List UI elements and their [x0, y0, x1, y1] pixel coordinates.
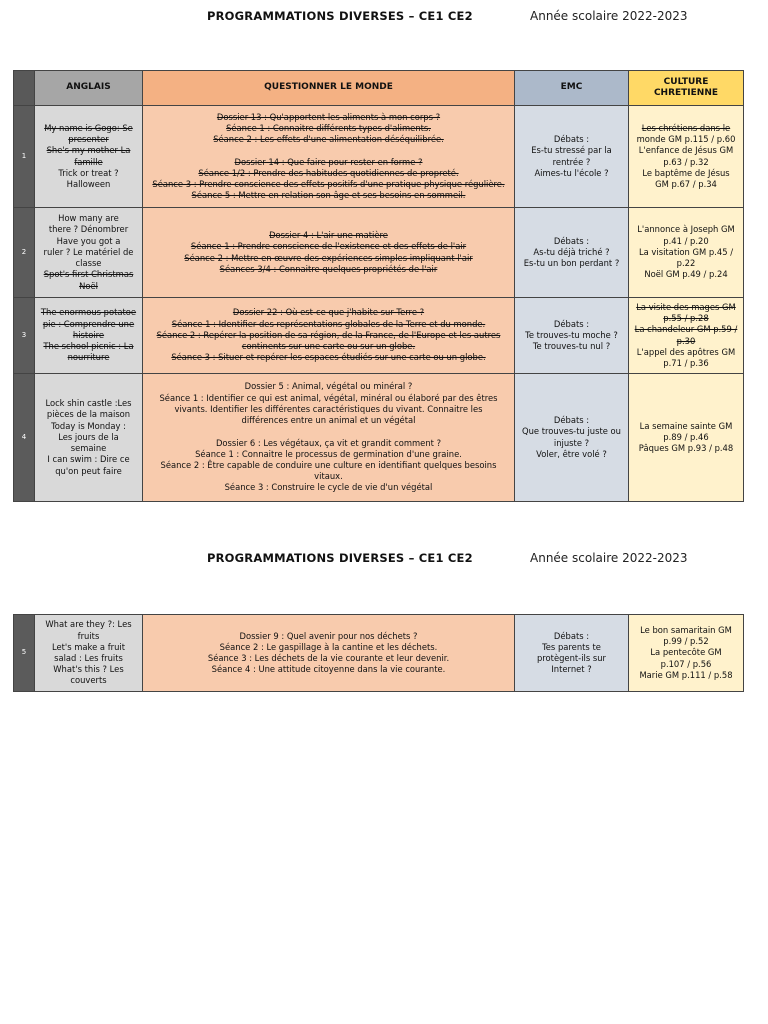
emc-line: rentrée ? [552, 156, 591, 167]
programme-table-continued [13, 614, 744, 692]
qlm-line: Dossier 6 : Les végétaux, ça vit et grandit comment ? [215, 437, 442, 448]
anglais-cell [35, 298, 143, 374]
emc-cell [515, 615, 629, 692]
culture-cell [629, 106, 744, 208]
qlm-line: Séances 3/4 : Connaitre quelques propriétés de l'air [219, 263, 438, 274]
qlm-line: Séance 3 : Situer et repérer les espaces étudiés sur une carte ou un globe. [171, 352, 486, 363]
culture-line: Marie GM p.111 / p.58 [639, 669, 733, 680]
emc-line: protègent-ils sur [536, 653, 606, 663]
anglais-line: fruits [77, 630, 100, 641]
culture-line: p.30 [676, 335, 696, 346]
anglais-line: Today is Monday : [51, 420, 126, 431]
culture-cell [629, 208, 744, 298]
anglais-line: My name is Gogo: Se [44, 122, 133, 133]
emc-line: Débats : [553, 415, 590, 426]
qlm-line: Séance 5 : Mettre en relation son âge et ses besoins en sommeil. [191, 190, 466, 201]
emc-line: Débats : [553, 630, 590, 641]
emc-line: Te trouves-tu moche ? [525, 329, 618, 340]
qlm-line: Séance 1 : Connaitre différents types d'aliments. [226, 122, 431, 133]
qlm-line [146, 145, 511, 156]
anglais-line: Noël [79, 280, 98, 291]
culture-line: L'enfance de Jésus GM [638, 145, 734, 156]
anglais-line: Halloween [66, 178, 111, 189]
anglais-line: qu'on peut faire [55, 465, 122, 476]
emc-line: Tes parents te [542, 641, 601, 652]
anglais-line: She's my mother La [46, 145, 131, 156]
row-number: 4 [14, 374, 35, 502]
qlm-line: Dossier 14 : Que faire pour rester en forme ? [234, 156, 423, 167]
anglais-line: The school picnic : La [43, 341, 134, 352]
qlm-line: Séance 2 : Être capable de conduire une culture en identifiant quelques besoins [160, 459, 497, 470]
qlm-line: vitaux. [314, 471, 343, 482]
emc-cell [515, 298, 629, 374]
culture-cell [629, 374, 744, 502]
culture-line: Noël GM p.49 / p.24 [644, 269, 728, 280]
header-emc: EMC [515, 71, 629, 106]
anglais-line: histoire [72, 329, 105, 340]
qlm-line: Séance 1 : Connaitre le processus de germination d'une graine. [195, 448, 462, 459]
qlm-line: Séance 2 : Repérer la position de sa région, de la France, de l'Europe et les autres [156, 329, 501, 340]
culture-line: La visite des mages GM [636, 301, 736, 312]
programme-table [13, 70, 744, 502]
header-anglais: ANGLAIS [35, 71, 143, 106]
emc-line: Que trouves-tu juste ou [522, 426, 621, 437]
qlm-line: Dossier 9 : Quel avenir pour nos déchets ? [239, 630, 418, 641]
anglais-cell [35, 374, 143, 502]
document-title: PROGRAMMATIONS DIVERSES – CE1 CE2 [207, 9, 473, 23]
culture-line: La chandeleur GM p.59 / [634, 324, 738, 335]
table-row [14, 374, 744, 502]
document-title: PROGRAMMATIONS DIVERSES – CE1 CE2 [207, 551, 473, 565]
qlm-line: Séance 1 : Identifier des représentations globales de la Terre et du monde. [171, 318, 486, 329]
qlm-line: Séance 3 : Les déchets de la vie courante et leur devenir. [207, 653, 450, 663]
emc-line: Débats : [553, 318, 590, 329]
emc-cell [515, 106, 629, 208]
qlm-cell [143, 298, 515, 374]
culture-line: Le bon samaritain GM [640, 624, 732, 635]
culture-line: p.71 / p.36 [663, 357, 709, 368]
culture-line: GM p.67 / p.34 [655, 178, 717, 189]
emc-line: As-tu déjà triché ? [533, 246, 610, 257]
qlm-cell [143, 208, 515, 298]
emc-line: Voler, être volé ? [536, 448, 607, 459]
emc-line: Es-tu stressé par la [531, 145, 612, 156]
culture-line: La semaine sainte GM [639, 420, 733, 431]
anglais-cell [35, 615, 143, 692]
table-row [14, 298, 744, 374]
anglais-line: I can swim : Dire ce [47, 454, 130, 465]
emc-line: injuste ? [553, 437, 590, 448]
qlm-line: Séance 4 : Une attitude citoyenne dans la vie courante. [211, 664, 446, 675]
row-number: 3 [14, 298, 35, 374]
emc-line: Aimes-tu l'école ? [534, 167, 609, 178]
anglais-line: couverts [70, 675, 107, 686]
culture-line: Pâques GM p.93 / p.48 [638, 443, 734, 454]
qlm-line: Séance 3 : Construire le cycle de vie d'un végétal [224, 482, 433, 493]
culture-line: La pentecôte GM [650, 647, 722, 658]
qlm-line: différences entre un animal et un végétal [241, 415, 416, 426]
anglais-line: famille [74, 156, 103, 167]
anglais-line: Spot's first Christmas [43, 269, 134, 280]
qlm-line: Séance 2 : Mettre en œuvre des expériences simples impliquant l'air [184, 252, 473, 263]
qlm-line: Dossier 5 : Animal, végétal ou minéral ? [244, 381, 413, 392]
anglais-line: What are they ?: Les [45, 619, 132, 630]
culture-line: p.41 / p.20 [663, 235, 709, 246]
anglais-line: Have you got a [56, 235, 121, 246]
qlm-line: Dossier 4 : L'air une matière [269, 230, 388, 241]
culture-line: L'annonce à Joseph GM [637, 224, 735, 235]
culture-line: p.55 / p.28 [663, 313, 709, 324]
culture-line: Le baptême de Jésus [642, 167, 730, 178]
culture-line: p.22 [676, 258, 696, 269]
emc-line: Débats : [553, 134, 590, 145]
header-culture-chretienne [629, 71, 744, 106]
table-row [14, 615, 744, 692]
qlm-line: vivants. Identifier les différentes caractéristiques du vivant. Connaitre les [174, 403, 483, 414]
header-culture-line-1: CULTURE [663, 76, 709, 87]
table-row [14, 208, 744, 298]
anglais-line: Les jours de la [58, 431, 119, 442]
culture-line: La visitation GM p.45 / [638, 246, 734, 257]
qlm-line: Séance 1 : Identifier ce qui est animal, végétal, minéral ou élaboré par des êtres [159, 392, 498, 403]
qlm-line: Dossier 22 : Où est-ce que j'habite sur Terre ? [232, 307, 425, 318]
culture-line: Les chrétiens dans le [641, 122, 731, 133]
school-year: Année scolaire 2022-2023 [530, 9, 688, 23]
table-row [14, 106, 744, 208]
qlm-line: Séance 1 : Prendre conscience de l'existence et des effets de l'air [190, 241, 467, 252]
row-number: 1 [14, 106, 35, 208]
anglais-line: What's this ? Les [53, 664, 124, 675]
header-number-cell [14, 71, 35, 106]
anglais-line: How many are [58, 213, 119, 224]
page-header-1 [0, 9, 768, 29]
emc-cell [515, 208, 629, 298]
anglais-cell [35, 208, 143, 298]
table-header-row [14, 71, 744, 106]
culture-line: L'appel des apôtres GM [636, 346, 736, 357]
row-number: 5 [14, 615, 35, 692]
header-questionner-le-monde: QUESTIONNER LE MONDE [143, 71, 515, 106]
qlm-line: continents sur une carte ou sur un globe. [241, 341, 416, 352]
qlm-cell [143, 615, 515, 692]
anglais-line: Let's make a fruit [51, 641, 126, 652]
anglais-line: The enormous potatoe [40, 307, 137, 318]
anglais-line: salad : Les fruits [54, 653, 123, 663]
culture-line: p.89 / p.46 [663, 431, 709, 442]
qlm-line: Séance 3 : Prendre conscience des effets positifs d'une pratique physique régulière. [152, 178, 505, 189]
culture-line: p.107 / p.56 [660, 658, 712, 669]
emc-line: Te trouves-tu nul ? [532, 341, 611, 352]
qlm-line: Séance 2 : Les effets d'une alimentation déséquilibrée. [213, 134, 444, 145]
anglais-line: pie : Comprendre une [42, 318, 135, 329]
row-number: 2 [14, 208, 35, 298]
culture-line: p.99 / p.52 [663, 636, 709, 647]
anglais-line: ruler ? Le matériel de [43, 246, 134, 257]
anglais-line: there ? Dénombrer [48, 224, 129, 235]
emc-line: Es-tu un bon perdant ? [523, 258, 620, 269]
culture-line: monde GM p.115 / p.60 [636, 134, 736, 145]
anglais-line: pièces de la maison [46, 409, 131, 420]
emc-line: Internet ? [551, 664, 592, 675]
anglais-line: Lock shin castle :Les [45, 398, 132, 409]
page-header-2 [0, 551, 768, 571]
qlm-line: Dossier 13 : Qu'apportent les aliments à mon corps ? [216, 111, 441, 122]
culture-cell [629, 298, 744, 374]
anglais-line: presenter [68, 134, 109, 145]
emc-line: Débats : [553, 235, 590, 246]
culture-cell [629, 615, 744, 692]
qlm-line: Séance 1/2 : Prendre des habitudes quotidiennes de propreté. [198, 167, 459, 178]
emc-cell [515, 374, 629, 502]
culture-line: p.63 / p.32 [663, 156, 709, 167]
qlm-cell [143, 106, 515, 208]
anglais-cell [35, 106, 143, 208]
qlm-line: Séance 2 : Le gaspillage à la cantine et les déchets. [219, 641, 438, 652]
anglais-line: Trick or treat ? [58, 167, 119, 178]
header-culture-line-2: CHRETIENNE [653, 88, 719, 98]
school-year: Année scolaire 2022-2023 [530, 551, 688, 565]
anglais-line: semaine [70, 443, 107, 454]
qlm-cell [143, 374, 515, 502]
anglais-line: nourriture [67, 352, 110, 363]
qlm-line [146, 426, 511, 437]
anglais-line: classe [75, 258, 102, 269]
